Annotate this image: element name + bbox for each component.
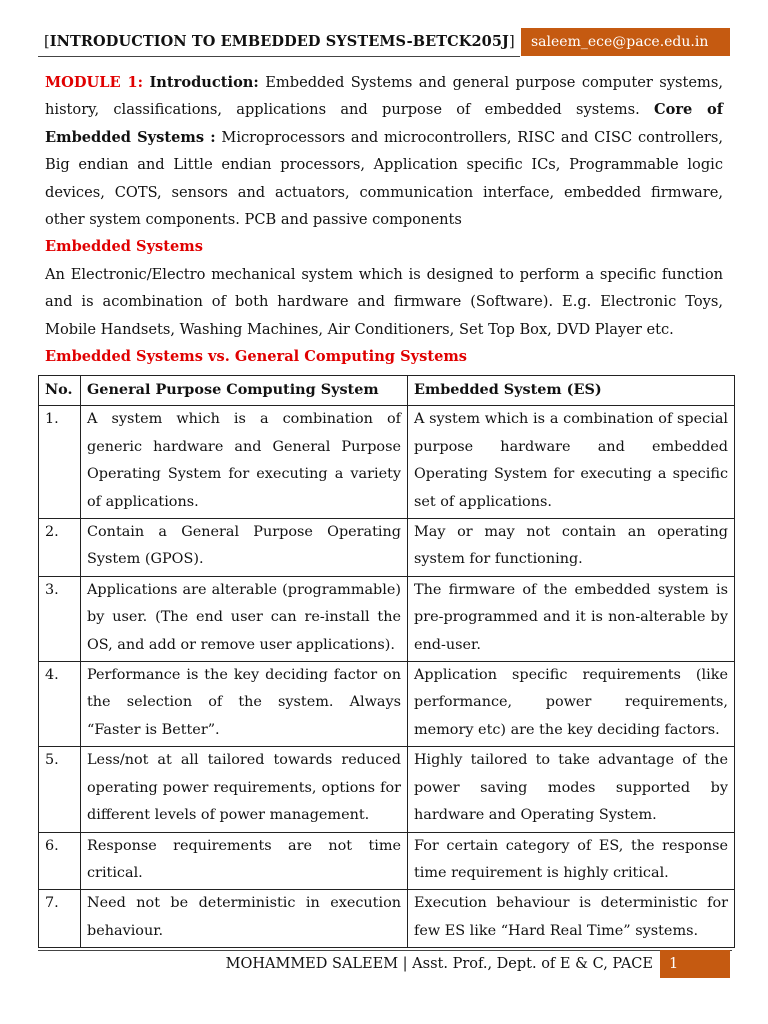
footer-role: Asst. Prof., Dept. of E & C, PACE: [412, 956, 653, 972]
general-purpose-cell: Response requirements are not time critical.: [81, 832, 408, 890]
embedded-cell: Execution behaviour is deterministic for few ES like “Hard Real Time” systems.: [408, 890, 735, 948]
row-number: 4.: [39, 662, 81, 747]
general-purpose-cell: Performance is the key deciding factor on the selection of the system. Always “Faster is Better”.: [81, 662, 408, 747]
row-number: 7.: [39, 890, 81, 948]
footer-author: MOHAMMED SALEEM: [225, 956, 399, 972]
embedded-cell: Application specific requirements (like performance, power requirements, memory etc) are the key deciding factors.: [408, 662, 735, 747]
section-heading-embedded-systems: Embedded Systems: [45, 238, 203, 256]
title-bracket-open: [: [44, 34, 50, 50]
author-email[interactable]: saleem_ece@pace.edu.in: [521, 28, 730, 56]
table-row: [39, 747, 735, 832]
table-row: [39, 662, 735, 747]
embedded-cell: The firmware of the embedded system is pre-programmed and it is non-alterable by end-user.: [408, 576, 735, 661]
page-body: [45, 69, 723, 370]
column-header-no: No.: [39, 376, 81, 406]
section-heading-comparison: Embedded Systems vs. General Computing Systems: [45, 348, 468, 366]
row-number: 6.: [39, 832, 81, 890]
column-header-embedded: Embedded System (ES): [408, 376, 735, 406]
general-purpose-cell: A system which is a combination of generic hardware and General Purpose Operating System for executing a variety of applications.: [81, 406, 408, 519]
page-number: 1: [660, 950, 730, 978]
embedded-cell: May or may not contain an operating system for functioning.: [408, 519, 735, 577]
module-intro-paragraph: [45, 69, 723, 233]
footer-divider: [38, 950, 732, 951]
table-header-row: [39, 376, 735, 406]
row-number: 3.: [39, 576, 81, 661]
embedded-cell: For certain category of ES, the response time requirement is highly critical.: [408, 832, 735, 890]
embedded-systems-definition: An Electronic/Electro mechanical system which is designed to perform a specific function and is acombination of both hardware and firmware (Software). E.g. Electronic Toys, Mobile Handsets, Washing Machines, Air Conditioners, Set Top Box, DVD Player etc.: [45, 265, 723, 338]
title-bracket-close: ]: [509, 34, 515, 50]
header-divider: [38, 56, 520, 57]
table-row: [39, 576, 735, 661]
module-label: MODULE 1:: [45, 74, 144, 91]
general-purpose-cell: Less/not at all tailored towards reduced operating power requirements, options for different levels of power management.: [81, 747, 408, 832]
table-row: [39, 890, 735, 948]
embedded-cell: Highly tailored to take advantage of the power saving modes supported by hardware and Operating System.: [408, 747, 735, 832]
table-row: [39, 406, 735, 519]
title-text: INTRODUCTION TO EMBEDDED SYSTEMS-BETCK205J: [49, 33, 510, 50]
core-text: Microprocessors and microcontrollers, RISC and CISC controllers, Big endian and Little endian processors, Application specific ICs, Programmable logic devices, COTS, sensors and actuators, communication interface, embedded firmware, other system components. PCB and passive components: [45, 128, 724, 229]
row-number: 2.: [39, 519, 81, 577]
embedded-cell: A system which is a combination of special purpose hardware and embedded Operating System for executing a specific set of applications.: [408, 406, 735, 519]
general-purpose-cell: Contain a General Purpose Operating System (GPOS).: [81, 519, 408, 577]
introduction-label: Introduction:: [149, 74, 259, 91]
introduction-text: Embedded Systems and general purpose computer systems, history, classifications, applications and purpose of embedded systems.: [45, 74, 723, 119]
core-label: Core of Embedded Systems :: [45, 101, 723, 146]
document-title: [44, 33, 515, 50]
column-header-general-purpose: General Purpose Computing System: [81, 376, 408, 406]
comparison-table: [38, 375, 735, 948]
footer-separator: |: [402, 956, 408, 972]
row-number: 5.: [39, 747, 81, 832]
table-row: [39, 832, 735, 890]
general-purpose-cell: Need not be deterministic in execution behaviour.: [81, 890, 408, 948]
footer-author-info: [226, 956, 653, 972]
table-row: [39, 519, 735, 577]
general-purpose-cell: Applications are alterable (programmable) by user. (The end user can re-install the OS, and add or remove user applications).: [81, 576, 408, 661]
page-header: [38, 28, 732, 56]
row-number: 1.: [39, 406, 81, 519]
